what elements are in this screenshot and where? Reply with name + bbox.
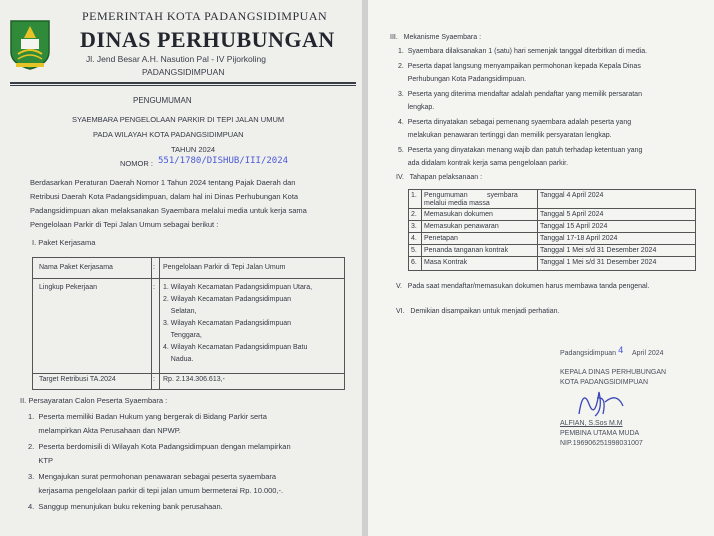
letterhead-divider-thin — [10, 85, 356, 86]
signature-place: Padangsidimpuan — [560, 350, 617, 357]
scope-line: Tenggara, — [163, 332, 202, 339]
schedule-date: Tanggal 1 Mei s/d 31 Desember 2024 — [540, 259, 657, 266]
requirement-line: 3. Mengajukan surat permohonan penawaran sebagai peserta syaembara — [28, 472, 277, 481]
table-colon: : — [153, 264, 155, 271]
right-page — [368, 0, 714, 536]
schedule-stage: Penetapan — [424, 235, 458, 242]
signatory-rank: PEMBINA UTAMA MUDA — [560, 430, 640, 437]
schedule-stage: Penanda tanganan kontrak — [424, 247, 509, 254]
section3-heading: III. Mekanisme Syaembara : — [390, 34, 482, 41]
table-colon: : — [153, 284, 155, 291]
schedule-table — [408, 189, 696, 271]
intro-line-3: Padangsidimpuan akan melaksanakan Syaembara melalui media untuk kerja sama — [30, 206, 307, 215]
office-address: Jl. Jend Besar A.H. Nasution Pal - IV Pijorkoling — [86, 54, 266, 64]
signature-office-line1: KEPALA DINAS PERHUBUNGAN — [560, 369, 667, 376]
schedule-stage: Memasukan penawaran — [424, 223, 499, 230]
schedule-date: Tanggal 4 April 2024 — [540, 192, 604, 199]
schedule-no: 6. — [411, 259, 417, 266]
section1-heading: I. Paket Kerjasama — [32, 238, 96, 247]
signature-day-handwritten: 4 — [618, 346, 624, 356]
mechanism-line: 4. Peserta dinyatakan sebagai pemenang syaembara adalah peserta yang — [398, 119, 632, 126]
schedule-no: 2. — [411, 211, 417, 218]
nomor-value-handwritten: 551/1780/DISHUB/III/2024 — [158, 156, 289, 166]
mechanism-line: 5. Peserta yang dinyatakan menang wajib dan patuh terhadap ketentuan yang — [398, 147, 643, 154]
mechanism-line: melakukan penawaran tertinggi dan memilik persyaratan lengkap. — [398, 132, 612, 139]
government-name: PEMERINTAH KOTA PADANGSIDIMPUAN — [82, 9, 328, 23]
scope-line: 1. Wilayah Kecamatan Padangsidimpuan Utara, — [163, 284, 313, 291]
announcement-label: PENGUMUMAN — [133, 96, 192, 105]
schedule-no: 3. — [411, 223, 417, 230]
scope-line: 4. Wilayah Kecamatan Padangsidimpuan Batu — [163, 344, 308, 351]
handwritten-signature — [573, 384, 631, 420]
schedule-stage: Memasukan dokumen — [424, 211, 493, 218]
schedule-stage: Pengumuman syembara — [424, 192, 518, 199]
schedule-date: Tanggal 15 April 2024 — [540, 223, 608, 230]
schedule-stage-cont: melalui media massa — [424, 200, 490, 207]
intro-line-2: Retribusi Daerah Kota Padangsidimpuan, dalam hal ini Dinas Perhubungan Kota — [30, 192, 299, 201]
requirement-line: KTP — [28, 456, 54, 465]
announcement-year: TAHUN 2024 — [171, 145, 216, 154]
section6-text: VI. Demikian disampaikan untuk menjadi perhatian. — [396, 308, 560, 315]
requirement-line: melampirkan Akta Perusahaan dan NPWP. — [28, 426, 181, 435]
schedule-no: 1. — [411, 192, 417, 199]
mechanism-line: Perhubungan Kota Padangsidimpuan. — [398, 76, 527, 83]
mechanism-line: ada didalam kontrak kerja sama pengelolaan parkir. — [398, 160, 569, 167]
section5-text: V. Pada saat mendaftar/memasukan dokumen harus membawa tanda pengenal. — [396, 283, 650, 290]
announcement-title-line2: PADA WILAYAH KOTA PADANGSIDIMPUAN — [93, 130, 244, 139]
requirement-line: 1. Peserta memiliki Badan Hukum yang bergerak di Bidang Parkir serta — [28, 412, 267, 421]
department-name: DINAS PERHUBUNGAN — [80, 27, 335, 52]
mechanism-line: 3. Peserta yang diterima mendaftar adalah pendaftar yang memilik persaratan — [398, 91, 642, 98]
schedule-no: 4. — [411, 235, 417, 242]
table-row-label: Nama Paket Kerjasama — [39, 264, 113, 271]
scope-line: Nadua. — [163, 356, 194, 363]
signatory-name: ALFIAN, S.Sos M.M — [560, 420, 623, 427]
table-row-value: Pengelolaan Parkir di Tepi Jalan Umum — [163, 264, 286, 271]
table-colon: : — [153, 376, 155, 383]
office-city: PADANGSIDIMPUAN — [142, 67, 225, 77]
intro-line-4: Pengelolaan Parkir di Tepi Jalan Umum sebagai berikut : — [30, 220, 219, 229]
signature-date: April 2024 — [632, 350, 664, 357]
schedule-no: 5. — [411, 247, 417, 254]
scope-line: Selatan, — [163, 308, 197, 315]
requirement-line: 4. Sanggup menunjukan buku rekening bank perusahaan. — [28, 502, 223, 511]
mechanism-line: lengkap. — [398, 104, 435, 111]
table-row-label: Lingkup Pekerjaan — [39, 284, 97, 291]
requirement-line: 2. Peserta berdomisili di Wilayah Kota Padangsidimpuan dengan melampirkan — [28, 442, 291, 451]
mechanism-line: 1. Syaembara dilaksanakan 1 (satu) hari semenjak tanggal diterbitkan di media. — [398, 48, 648, 55]
signatory-nip: NIP.196906251998031007 — [560, 440, 643, 447]
mechanism-line: 2. Peserta dapat langsung menyampaikan permohonan kepada Kepala Dinas — [398, 63, 641, 70]
section2-heading: II. Persayaratan Calon Peserta Syaembara : — [20, 396, 168, 405]
letterhead-divider — [10, 82, 356, 84]
city-emblem-logo — [8, 18, 52, 70]
schedule-date: Tanggal 5 April 2024 — [540, 211, 604, 218]
scope-line: 3. Wilayah Kecamatan Padangsidimpuan — [163, 320, 292, 327]
announcement-title-line1: SYAEMBARA PENGELOLAAN PARKIR DI TEPI JALAN UMUM — [72, 115, 285, 124]
requirement-line: kerjasama pengelolaan parkir di tepi jalan umum bermeterai Rp. 10.000,-. — [28, 486, 284, 495]
work-package-table — [32, 257, 345, 390]
intro-line-1: Berdasarkan Peraturan Daerah Nomor 1 Tahun 2024 tentang Pajak Daerah dan — [30, 178, 296, 187]
signature-office-line2: KOTA PADANGSIDIMPUAN — [560, 379, 649, 386]
schedule-date: Tanggal 17-18 April 2024 — [540, 235, 618, 242]
schedule-date: Tanggal 1 Mei s/d 31 Desember 2024 — [540, 247, 657, 254]
section4-heading: IV. Tahapan pelaksanaan : — [396, 174, 483, 181]
target-retribution-value: Rp. 2.134.306.613,- — [163, 376, 225, 383]
schedule-stage: Masa Kontrak — [424, 259, 468, 266]
table-row-label: Target Retribusi TA.2024 — [39, 376, 116, 383]
scope-line: 2. Wilayah Kecamatan Padangsidimpuan — [163, 296, 292, 303]
nomor-label: NOMOR : — [120, 159, 153, 168]
